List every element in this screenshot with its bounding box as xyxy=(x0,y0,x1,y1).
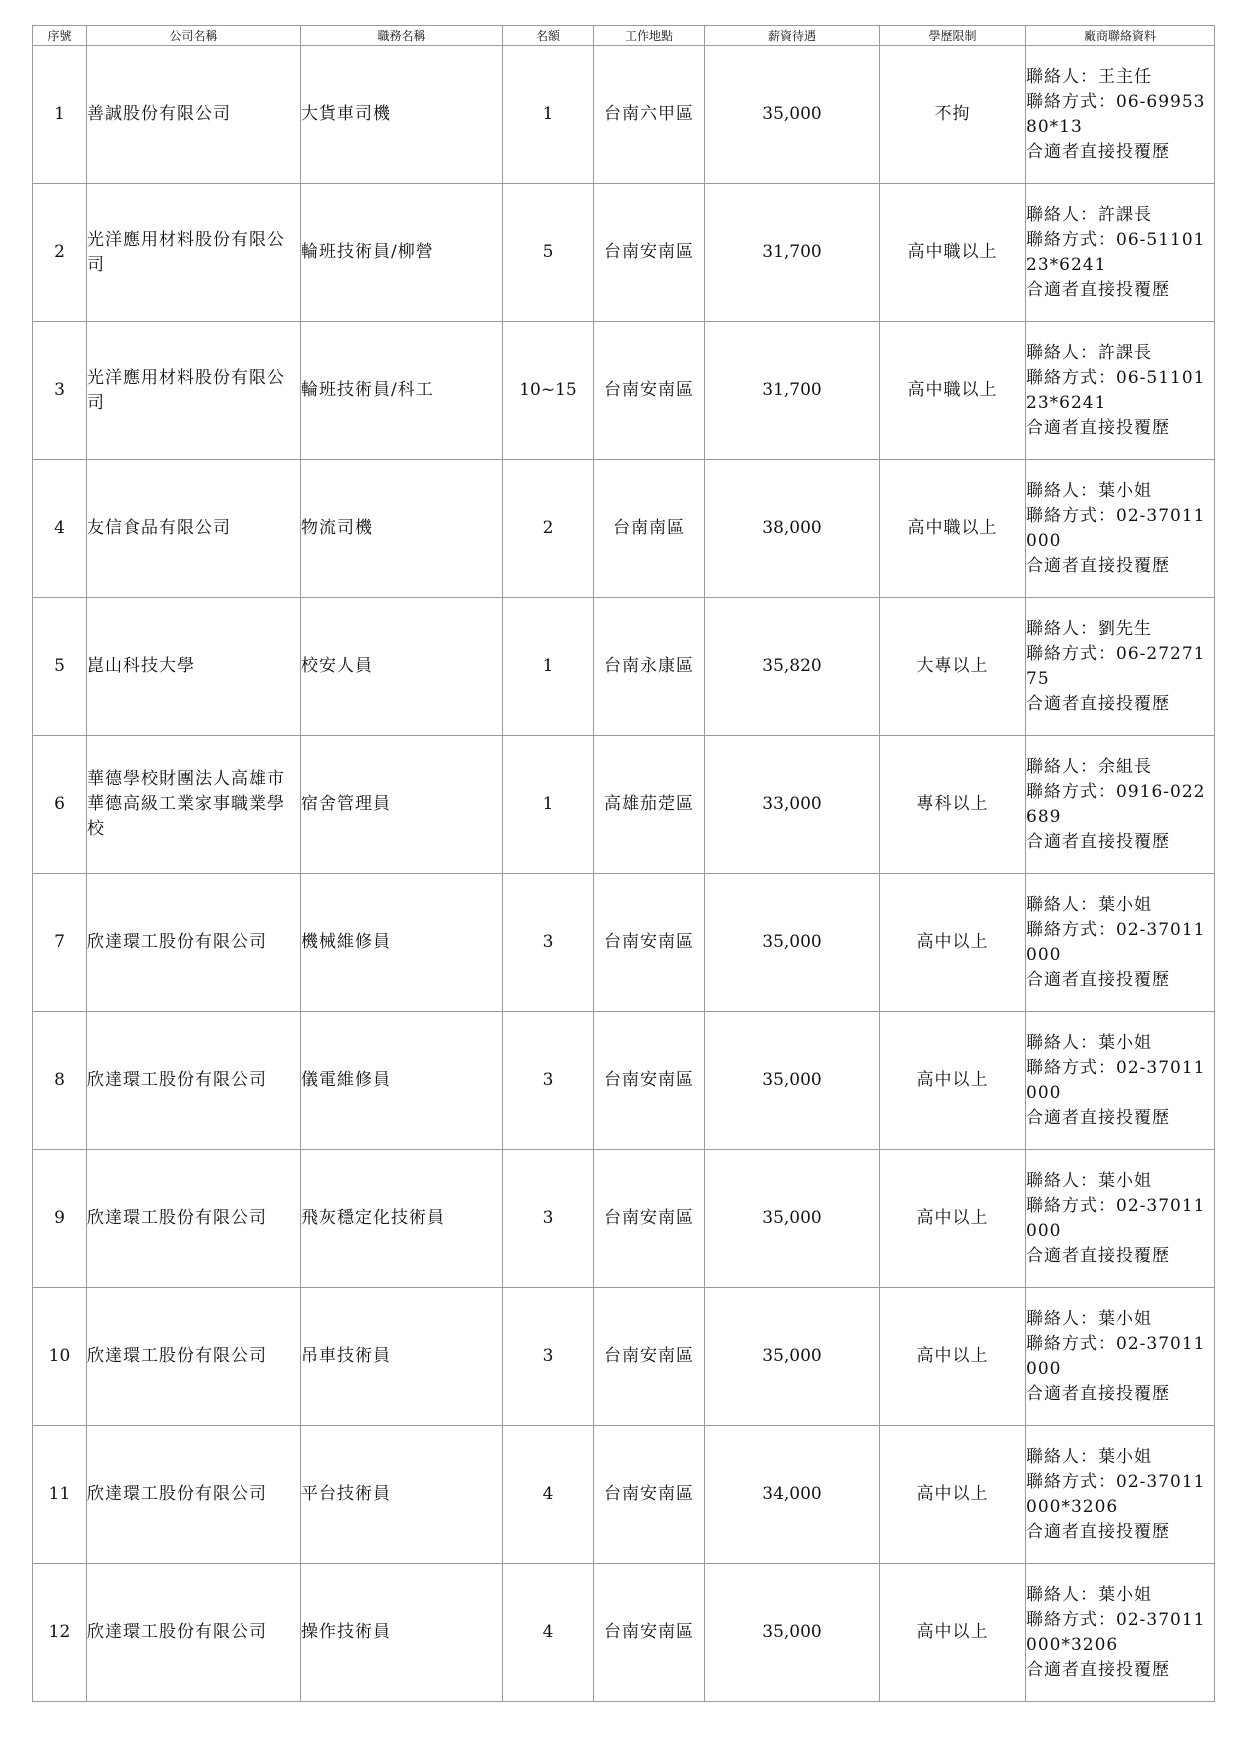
table-row xyxy=(33,1426,1215,1564)
contact-phone: 聯絡方式：06-2727175 xyxy=(1026,643,1206,689)
cell-work-location: 台南南區 xyxy=(594,460,705,598)
table-header-row xyxy=(33,26,1215,46)
contact-person: 聯絡人：王主任 xyxy=(1026,66,1152,87)
contact-person: 聯絡人：許課長 xyxy=(1026,342,1152,363)
table-row xyxy=(33,598,1215,736)
cell-contact-info xyxy=(1026,1426,1215,1564)
cell-openings: 1 xyxy=(503,598,594,736)
cell-serial-number: 3 xyxy=(33,322,87,460)
cell-job-title: 大貨車司機 xyxy=(301,46,503,184)
cell-education: 高中以上 xyxy=(880,1012,1026,1150)
cell-salary: 33,000 xyxy=(705,736,880,874)
contact-phone: 聯絡方式：06-6995380*13 xyxy=(1026,91,1206,137)
cell-work-location: 台南安南區 xyxy=(594,874,705,1012)
cell-job-title: 機械維修員 xyxy=(301,874,503,1012)
cell-salary: 35,000 xyxy=(705,1012,880,1150)
header-work-location: 工作地點 xyxy=(594,26,705,46)
contact-note: 合適者直接投覆歷 xyxy=(1026,969,1170,990)
cell-job-title: 輪班技術員/柳營 xyxy=(301,184,503,322)
cell-company-name: 友信食品有限公司 xyxy=(87,460,301,598)
cell-work-location: 台南安南區 xyxy=(594,1288,705,1426)
cell-serial-number: 8 xyxy=(33,1012,87,1150)
cell-serial-number: 9 xyxy=(33,1150,87,1288)
cell-education: 高中職以上 xyxy=(880,322,1026,460)
cell-openings: 3 xyxy=(503,1288,594,1426)
contact-phone: 聯絡方式：02-37011000*3206 xyxy=(1026,1609,1206,1655)
cell-work-location: 台南六甲區 xyxy=(594,46,705,184)
header-serial-number: 序號 xyxy=(33,26,87,46)
cell-company-name: 光洋應用材料股份有限公司 xyxy=(87,184,301,322)
cell-salary: 38,000 xyxy=(705,460,880,598)
table-row xyxy=(33,460,1215,598)
cell-work-location: 台南安南區 xyxy=(594,184,705,322)
cell-job-title: 吊車技術員 xyxy=(301,1288,503,1426)
cell-job-title: 物流司機 xyxy=(301,460,503,598)
cell-serial-number: 1 xyxy=(33,46,87,184)
cell-serial-number: 11 xyxy=(33,1426,87,1564)
cell-work-location: 台南安南區 xyxy=(594,1150,705,1288)
cell-contact-info xyxy=(1026,1012,1215,1150)
cell-salary: 35,000 xyxy=(705,46,880,184)
cell-job-title: 平台技術員 xyxy=(301,1426,503,1564)
cell-openings: 1 xyxy=(503,46,594,184)
cell-serial-number: 10 xyxy=(33,1288,87,1426)
cell-job-title: 操作技術員 xyxy=(301,1564,503,1702)
cell-company-name: 欣達環工股份有限公司 xyxy=(87,1564,301,1702)
cell-openings: 1 xyxy=(503,736,594,874)
contact-phone: 聯絡方式：06-5110123*6241 xyxy=(1026,229,1206,275)
cell-contact-info xyxy=(1026,1564,1215,1702)
job-listing-table xyxy=(32,25,1215,1702)
cell-company-name: 善誠股份有限公司 xyxy=(87,46,301,184)
table-row xyxy=(33,322,1215,460)
cell-education: 專科以上 xyxy=(880,736,1026,874)
cell-company-name: 光洋應用材料股份有限公司 xyxy=(87,322,301,460)
header-openings: 名額 xyxy=(503,26,594,46)
contact-note: 合適者直接投覆歷 xyxy=(1026,1659,1170,1680)
header-education: 學歷限制 xyxy=(880,26,1026,46)
contact-phone: 聯絡方式：02-37011000 xyxy=(1026,1195,1206,1241)
contact-person: 聯絡人：葉小姐 xyxy=(1026,480,1152,501)
header-salary: 薪資待遇 xyxy=(705,26,880,46)
cell-company-name: 欣達環工股份有限公司 xyxy=(87,1150,301,1288)
contact-phone: 聯絡方式：02-37011000 xyxy=(1026,919,1206,965)
cell-serial-number: 2 xyxy=(33,184,87,322)
table-row xyxy=(33,1012,1215,1150)
contact-note: 合適者直接投覆歷 xyxy=(1026,1245,1170,1266)
contact-person: 聯絡人：葉小姐 xyxy=(1026,1308,1152,1329)
contact-phone: 聯絡方式：02-37011000*3206 xyxy=(1026,1471,1206,1517)
cell-education: 高中以上 xyxy=(880,1150,1026,1288)
cell-serial-number: 7 xyxy=(33,874,87,1012)
cell-contact-info xyxy=(1026,322,1215,460)
table-row xyxy=(33,184,1215,322)
cell-work-location: 台南安南區 xyxy=(594,1012,705,1150)
cell-salary: 35,000 xyxy=(705,1288,880,1426)
table-row xyxy=(33,46,1215,184)
cell-openings: 2 xyxy=(503,460,594,598)
cell-openings: 3 xyxy=(503,1012,594,1150)
table-row xyxy=(33,736,1215,874)
contact-phone: 聯絡方式：06-5110123*6241 xyxy=(1026,367,1206,413)
cell-salary: 35,000 xyxy=(705,1564,880,1702)
contact-person: 聯絡人：余組長 xyxy=(1026,756,1152,777)
cell-education: 高中職以上 xyxy=(880,460,1026,598)
cell-work-location: 台南永康區 xyxy=(594,598,705,736)
cell-education: 高中以上 xyxy=(880,1426,1026,1564)
contact-person: 聯絡人：葉小姐 xyxy=(1026,1446,1152,1467)
contact-note: 合適者直接投覆歷 xyxy=(1026,417,1170,438)
cell-company-name: 崑山科技大學 xyxy=(87,598,301,736)
cell-job-title: 校安人員 xyxy=(301,598,503,736)
header-job-title: 職務名稱 xyxy=(301,26,503,46)
cell-education: 高中以上 xyxy=(880,1564,1026,1702)
cell-contact-info xyxy=(1026,46,1215,184)
cell-work-location: 高雄茄萣區 xyxy=(594,736,705,874)
contact-person: 聯絡人：葉小姐 xyxy=(1026,1032,1152,1053)
contact-person: 聯絡人：葉小姐 xyxy=(1026,1584,1152,1605)
contact-person: 聯絡人：許課長 xyxy=(1026,204,1152,225)
table-row xyxy=(33,1564,1215,1702)
cell-openings: 3 xyxy=(503,1150,594,1288)
cell-company-name: 華德學校財團法人高雄市華德高級工業家事職業學校 xyxy=(87,736,301,874)
cell-salary: 34,000 xyxy=(705,1426,880,1564)
cell-contact-info xyxy=(1026,736,1215,874)
table-row xyxy=(33,1288,1215,1426)
cell-education: 高中以上 xyxy=(880,1288,1026,1426)
cell-salary: 35,820 xyxy=(705,598,880,736)
cell-work-location: 台南安南區 xyxy=(594,322,705,460)
cell-openings: 3 xyxy=(503,874,594,1012)
cell-openings: 5 xyxy=(503,184,594,322)
cell-job-title: 儀電維修員 xyxy=(301,1012,503,1150)
cell-company-name: 欣達環工股份有限公司 xyxy=(87,1012,301,1150)
cell-contact-info xyxy=(1026,1150,1215,1288)
cell-openings: 4 xyxy=(503,1564,594,1702)
cell-openings: 4 xyxy=(503,1426,594,1564)
header-contact-info: 廠商聯絡資料 xyxy=(1026,26,1215,46)
cell-contact-info xyxy=(1026,1288,1215,1426)
contact-phone: 聯絡方式：02-37011000 xyxy=(1026,1333,1206,1379)
cell-serial-number: 4 xyxy=(33,460,87,598)
cell-salary: 31,700 xyxy=(705,184,880,322)
table-row xyxy=(33,874,1215,1012)
cell-openings: 10~15 xyxy=(503,322,594,460)
contact-person: 聯絡人：葉小姐 xyxy=(1026,1170,1152,1191)
cell-job-title: 輪班技術員/科工 xyxy=(301,322,503,460)
contact-note: 合適者直接投覆歷 xyxy=(1026,279,1170,300)
contact-note: 合適者直接投覆歷 xyxy=(1026,831,1170,852)
contact-note: 合適者直接投覆歷 xyxy=(1026,1521,1170,1542)
cell-education: 高中以上 xyxy=(880,874,1026,1012)
cell-contact-info xyxy=(1026,598,1215,736)
cell-education: 高中職以上 xyxy=(880,184,1026,322)
cell-company-name: 欣達環工股份有限公司 xyxy=(87,874,301,1012)
cell-contact-info xyxy=(1026,874,1215,1012)
cell-work-location: 台南安南區 xyxy=(594,1564,705,1702)
contact-note: 合適者直接投覆歷 xyxy=(1026,141,1170,162)
cell-education: 大專以上 xyxy=(880,598,1026,736)
contact-note: 合適者直接投覆歷 xyxy=(1026,1107,1170,1128)
cell-salary: 31,700 xyxy=(705,322,880,460)
cell-serial-number: 5 xyxy=(33,598,87,736)
contact-note: 合適者直接投覆歷 xyxy=(1026,1383,1170,1404)
cell-job-title: 宿舍管理員 xyxy=(301,736,503,874)
contact-person: 聯絡人：劉先生 xyxy=(1026,618,1152,639)
cell-salary: 35,000 xyxy=(705,874,880,1012)
cell-salary: 35,000 xyxy=(705,1150,880,1288)
contact-phone: 聯絡方式：0916-022689 xyxy=(1026,781,1206,827)
table-row xyxy=(33,1150,1215,1288)
contact-phone: 聯絡方式：02-37011000 xyxy=(1026,1057,1206,1103)
header-company-name: 公司名稱 xyxy=(87,26,301,46)
cell-contact-info xyxy=(1026,460,1215,598)
cell-work-location: 台南安南區 xyxy=(594,1426,705,1564)
cell-company-name: 欣達環工股份有限公司 xyxy=(87,1288,301,1426)
cell-serial-number: 12 xyxy=(33,1564,87,1702)
cell-education: 不拘 xyxy=(880,46,1026,184)
cell-contact-info xyxy=(1026,184,1215,322)
cell-serial-number: 6 xyxy=(33,736,87,874)
cell-job-title: 飛灰穩定化技術員 xyxy=(301,1150,503,1288)
contact-note: 合適者直接投覆歷 xyxy=(1026,555,1170,576)
contact-note: 合適者直接投覆歷 xyxy=(1026,693,1170,714)
contact-person: 聯絡人：葉小姐 xyxy=(1026,894,1152,915)
cell-company-name: 欣達環工股份有限公司 xyxy=(87,1426,301,1564)
contact-phone: 聯絡方式：02-37011000 xyxy=(1026,505,1206,551)
